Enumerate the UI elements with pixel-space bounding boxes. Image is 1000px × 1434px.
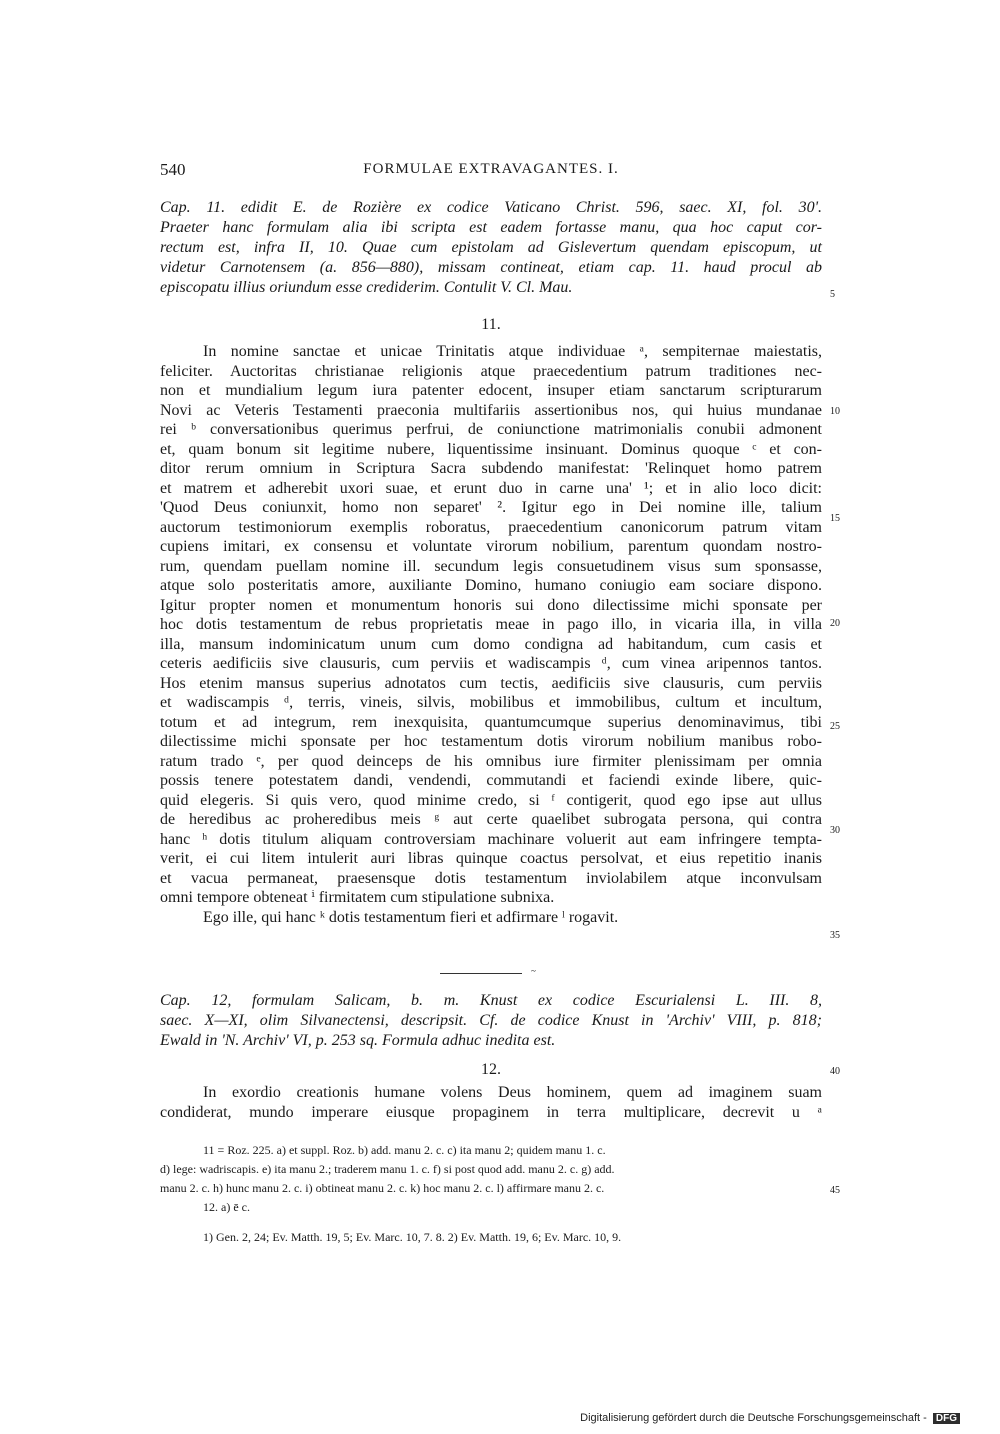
text-line: Ego ille, qui hanc ᵏ dotis testamentum fieri et adfirmare ˡ rogavit. [203,908,619,926]
text-line: et vacua permaneat, praesensque dotis testamentum inviolabilem atque inconvulsam [160,869,822,887]
line-number: 25 [830,721,840,732]
text-line: 'Quod Deus coniunxit, homo non separet' ². Igitur ego in Dei nomine ille, talium [160,499,822,516]
note-line: 11 = Roz. 225. a) et suppl. Roz. b) add. manu 2. c. c) ita manu 2; quidem manu 1. c. [203,1143,606,1157]
text-line: hoc dotis testamentum de rebus proprietatis meae in pago illo, in vicaria illa, in villa [160,616,822,633]
line-number: 30 [830,825,840,836]
text-line: rei ᵇ conversationibus querimus perfrui, de coniunctione matrimonialis conubii admonent [160,421,822,438]
intro-line: Cap. 11. edidit E. de Rozière ex codice Vaticano Christ. 596, saec. XI, fol. 30'. [160,199,822,216]
text-line: auctorum testimoniorum exemplis roboratus, praecedentium canonicorum patrum vitam [160,518,822,536]
page-header [160,160,822,182]
text-line: illa, mansum indominicatum unum cum domo condigna ad habitandum, cum casis et [160,635,822,653]
line-number: 20 [830,618,840,629]
text-line: ratum trado ᵉ, per quod deinceps de his omnibus iure firmiter plenissimam per omnia [160,752,822,770]
text-line: possis tenere potestatem dandi, vendendi, commutandi et faciendi exinde libere, quic- [160,772,822,789]
intro-line: Ewald in 'N. Archiv' VI, p. 253 sq. Formula adhuc inedita est. [160,1032,556,1049]
line-number: 15 [830,513,840,524]
formula-text-11 [160,342,822,927]
text-line: hanc ʰ dotis titulum aliquam controversiam machinare voluerit aut eam infringere tempta- [160,830,822,848]
text-line: et matrem et adherebit uxori suae, et erunt duo in carne una' ¹; et in alio loco dicit: [160,479,822,497]
digitization-credit [580,1412,960,1424]
text-line: et, quam bonum sit legitime nubere, liquentissime insinuant. Dominus quoque ᶜ et con- [160,440,822,458]
source-references [160,1228,822,1247]
text-line: atque solo posteritatis amore, auxiliante Domino, humano coniugio eam sociare dispono. [160,577,822,594]
text-line: verit, ei cui litem intulerit auri libras quinque coactus persolvat, et eius repetitio inanis [160,850,822,867]
text-line: omni tempore obteneat ⁱ firmitatem cum stipulatione subnixa. [160,889,555,906]
text-line: condiderat, mundo imperare eiusque propaginem in terra multiplicare, decrevit u ᵃ [160,1103,822,1121]
line-number: 40 [830,1066,840,1077]
text-line: ditor rerum omnium in Scriptura Sacra subdendo manifestat: 'Relinquet homo patrem [160,460,822,477]
text-line: et wadiscampis ᵈ, terris, vineis, silvis, mobilibus et immobilibus, cultum et incultum, [160,694,822,711]
dfg-logo: DFG [933,1413,960,1424]
formula-text-12 [160,1083,822,1122]
note-line: 12. a) ē c. [203,1200,250,1214]
text-line: non et mundialium legum iura patenter edocent, insuper etiam sanctarum scripturarum [160,382,822,399]
text-line: Igitur propter nomen et monumentum honoris sui dono dilectissime michi sponsate per [160,596,822,614]
credit-text: Digitalisierung gefördert durch die Deutsche Forschungsgemeinschaft - [580,1412,927,1424]
text-line: quid elegeris. Si quis vero, quod minime credo, si ᶠ contigerit, quod ego ipse aut ullus [160,791,822,809]
formula-heading-12: 12. [481,1061,501,1078]
line-number: 35 [830,930,840,941]
divider-mark: ~ [531,966,536,976]
text-line: rum, quendam puellam nomine ill. secundum legis consuetudinem visus sum sponsasse, [160,557,822,575]
running-title: FORMULAE EXTRAVAGANTES. I. [363,161,619,177]
intro-line: rectum est, infra II, 10. Quae cum epistolam ad Gislevertum quendam episcopum, ut [160,239,822,256]
note-line: d) lege: wadriscapis. e) ita manu 2.; traderem manu 1. c. f) si post quod add. manu 2. c. g) add. [160,1162,615,1176]
text-line: cupiens imitari, ex consensu et voluntate virorum nobilium, parentum quondam nostro- [160,538,822,555]
line-number: 10 [830,406,840,417]
intro-line: saec. X—XI, olim Silvanectensi, descripsit. Cf. de codice Knust in 'Archiv' VIII, p. 818; [160,1012,822,1029]
note-line: manu 2. c. h) hunc manu 2. c. i) obtineat manu 2. c. k) hoc manu 2. c. l) affirmare manu 2. c. [160,1181,605,1195]
intro-line: videtur Carnotensem (a. 856—880), missam contineat, etiam cap. 11. haud procul ab [160,259,822,276]
intro-cap-11 [160,198,822,298]
reference-line: 1) Gen. 2, 24; Ev. Matth. 19, 5; Ev. Marc. 10, 7. 8. 2) Ev. Matth. 19, 6; Ev. Marc. 10, 9. [203,1230,622,1244]
intro-line: Cap. 12, formulam Salicam, b. m. Knust ex codice Escurialensi L. III. 8, [160,992,822,1009]
text-line: ceteris aedificiis sive clausuris, cum perviis et wadiscampis ᵈ, cum vinea aripennos tantos. [160,655,822,672]
text-line: dilectissime michi sponsate per hoc testamentum dotis virorum nobilium manibus robo- [160,733,822,750]
intro-line: Praeter hanc formulam alia ibi scripta est eadem fortasse manu, qua hoc caput cor- [160,219,822,236]
intro-cap-12 [160,991,822,1051]
text-line: feliciter. Auctoritas christianae religionis atque praecedentium patrum traditiones nec- [160,362,822,380]
text-line: In nomine sanctae et unicae Trinitatis atque individuae ᵃ, sempiternae maiestatis, [203,343,822,360]
line-number: 45 [830,1185,840,1196]
text-line: Novi ac Veteris Testamenti praeconia multifariis assertionibus nos, qui huius mundanae [160,401,822,419]
text-line: de heredibus ac proheredibus meis ᵍ aut certe quaelibet subrogata persona, qui contra [160,811,822,828]
page-number: 540 [160,160,186,179]
formula-heading-11: 11. [481,316,501,333]
text-line: In exordio creationis humane volens Deus hominem, quem ad imaginem suam [203,1084,822,1101]
intro-line: episcopatu illius oriundum esse crediderim. Contulit V. Cl. Mau. [160,279,573,296]
text-line: totum et ad integrum, rem inexquisita, quantumcumque superius denominavimus, tibi [160,713,822,731]
text-line: Hos etenim mansus superius adnotatos cum tectis, aedificiis sive clausuris, cum perviis [160,674,822,692]
critical-apparatus [160,1141,822,1217]
line-number: 5 [830,289,835,300]
section-divider [440,973,522,974]
